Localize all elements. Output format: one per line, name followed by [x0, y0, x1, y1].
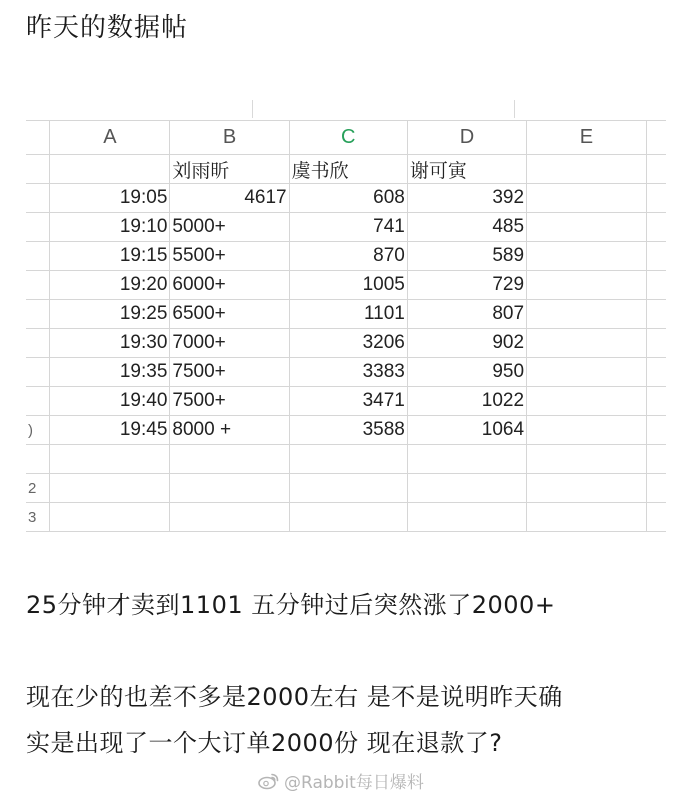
cell-value[interactable]: 4617 — [170, 184, 289, 213]
cell[interactable] — [527, 503, 647, 532]
cell-value[interactable]: 5500+ — [170, 242, 289, 271]
table-row — [26, 358, 666, 387]
cell[interactable] — [646, 503, 666, 532]
cell[interactable] — [50, 445, 170, 474]
cell-time[interactable]: 19:20 — [50, 271, 170, 300]
cell[interactable] — [527, 271, 647, 300]
cell[interactable] — [289, 445, 407, 474]
cell[interactable] — [527, 300, 647, 329]
cell[interactable] — [289, 474, 407, 503]
post-paragraph-2-line-2: 实是出现了一个大订单2000份 现在退款了? — [26, 729, 503, 757]
cell-value[interactable]: 5000+ — [170, 213, 289, 242]
cell-value[interactable]: 741 — [289, 213, 407, 242]
row-header[interactable] — [26, 387, 50, 416]
post-paragraph-2-line-1: 现在少的也差不多是2000左右 是不是说明昨天确 — [26, 683, 563, 711]
table-row — [26, 300, 666, 329]
cell[interactable] — [646, 300, 666, 329]
cell-value[interactable]: 807 — [407, 300, 526, 329]
spreadsheet-screenshot — [26, 96, 666, 536]
column-header-a[interactable]: A — [50, 121, 170, 155]
cell[interactable] — [407, 474, 526, 503]
column-header-e[interactable]: E — [527, 121, 647, 155]
cell-value[interactable]: 3471 — [289, 387, 407, 416]
cell[interactable] — [527, 213, 647, 242]
cell[interactable] — [289, 503, 407, 532]
cell[interactable] — [527, 242, 647, 271]
row-header[interactable] — [26, 155, 50, 184]
cell[interactable] — [527, 155, 647, 184]
cell-time[interactable]: 19:10 — [50, 213, 170, 242]
row-header[interactable]: 2 — [26, 474, 50, 503]
table-row — [26, 445, 666, 474]
column-header-c[interactable]: C — [289, 121, 407, 155]
cell[interactable] — [646, 445, 666, 474]
cell-time[interactable]: 19:35 — [50, 358, 170, 387]
row-header[interactable] — [26, 329, 50, 358]
cell[interactable] — [646, 184, 666, 213]
column-header-b[interactable]: B — [170, 121, 289, 155]
cell-value[interactable]: 950 — [407, 358, 526, 387]
cell[interactable] — [646, 358, 666, 387]
cell[interactable] — [407, 445, 526, 474]
cell[interactable] — [527, 445, 647, 474]
toolbar-divider — [252, 100, 253, 118]
row-header[interactable]: ) — [26, 416, 50, 445]
cell-time[interactable]: 19:15 — [50, 242, 170, 271]
cell[interactable] — [527, 387, 647, 416]
cell[interactable] — [646, 416, 666, 445]
cell-value[interactable]: 392 — [407, 184, 526, 213]
cell-value[interactable]: 6000+ — [170, 271, 289, 300]
row-header[interactable] — [26, 300, 50, 329]
column-header-d[interactable]: D — [407, 121, 526, 155]
cell-value[interactable]: 3383 — [289, 358, 407, 387]
table-row — [26, 155, 666, 184]
post-paragraph-2 — [26, 680, 666, 772]
row-header[interactable] — [26, 445, 50, 474]
cell[interactable] — [170, 503, 289, 532]
cell[interactable] — [646, 329, 666, 358]
table-row — [26, 271, 666, 300]
cell[interactable] — [170, 474, 289, 503]
cell-name[interactable]: 刘雨昕 — [170, 155, 289, 184]
table-row — [26, 184, 666, 213]
cell[interactable] — [646, 213, 666, 242]
cell[interactable] — [50, 503, 170, 532]
spreadsheet-toolbar-edge — [26, 96, 666, 120]
weibo-icon — [258, 772, 280, 790]
spreadsheet-grid — [26, 120, 666, 532]
cell-time[interactable]: 19:45 — [50, 416, 170, 445]
toolbar-divider — [514, 100, 515, 118]
row-header[interactable] — [26, 358, 50, 387]
cell[interactable] — [646, 271, 666, 300]
watermark-text: @Rabbit每日爆料 — [284, 773, 424, 793]
cell-value[interactable]: 3588 — [289, 416, 407, 445]
row-header[interactable] — [26, 242, 50, 271]
cell-time[interactable]: 19:25 — [50, 300, 170, 329]
column-header-row — [26, 121, 666, 155]
cell-value[interactable]: 3206 — [289, 329, 407, 358]
post-title: 昨天的数据帖 — [26, 13, 189, 43]
cell[interactable] — [527, 184, 647, 213]
row-header[interactable] — [26, 213, 50, 242]
corner-cell[interactable] — [26, 121, 50, 155]
table-row — [26, 213, 666, 242]
table-row — [26, 329, 666, 358]
cell-value[interactable]: 1005 — [289, 271, 407, 300]
cell-time[interactable]: 19:30 — [50, 329, 170, 358]
cell-name[interactable]: 虞书欣 — [289, 155, 407, 184]
cell-value[interactable]: 902 — [407, 329, 526, 358]
watermark — [258, 768, 424, 793]
table-row — [26, 387, 666, 416]
column-header-f[interactable] — [646, 121, 666, 155]
cell-value[interactable]: 6500+ — [170, 300, 289, 329]
cell-value[interactable]: 7500+ — [170, 358, 289, 387]
table-row — [26, 242, 666, 271]
cell-time[interactable]: 19:05 — [50, 184, 170, 213]
table-row — [26, 416, 666, 445]
cell[interactable] — [50, 474, 170, 503]
cell[interactable] — [407, 503, 526, 532]
table-row — [26, 474, 666, 503]
cell-value[interactable]: 870 — [289, 242, 407, 271]
cell[interactable] — [527, 358, 647, 387]
cell[interactable] — [646, 387, 666, 416]
row-header[interactable] — [26, 271, 50, 300]
cell-value[interactable]: 485 — [407, 213, 526, 242]
cell-value[interactable]: 7000+ — [170, 329, 289, 358]
cell[interactable] — [527, 329, 647, 358]
cell[interactable] — [646, 242, 666, 271]
cell-value[interactable]: 608 — [289, 184, 407, 213]
cell-value[interactable]: 1101 — [289, 300, 407, 329]
cell-value[interactable]: 1022 — [407, 387, 526, 416]
cell[interactable] — [646, 155, 666, 184]
cell[interactable] — [170, 445, 289, 474]
cell[interactable] — [646, 474, 666, 503]
cell-value[interactable]: 7500+ — [170, 387, 289, 416]
cell[interactable] — [527, 416, 647, 445]
row-header[interactable] — [26, 184, 50, 213]
table-row — [26, 503, 666, 532]
cell-value[interactable]: 729 — [407, 271, 526, 300]
cell[interactable] — [527, 474, 647, 503]
cell-time[interactable]: 19:40 — [50, 387, 170, 416]
cell-value[interactable]: 589 — [407, 242, 526, 271]
post-paragraph-1: 25分钟才卖到1101 五分钟过后突然涨了2000+ — [26, 591, 556, 619]
cell-value[interactable]: 8000 + — [170, 416, 289, 445]
row-header[interactable]: 3 — [26, 503, 50, 532]
cell-name[interactable]: 谢可寅 — [407, 155, 526, 184]
cell[interactable] — [50, 155, 170, 184]
cell-value[interactable]: 1064 — [407, 416, 526, 445]
